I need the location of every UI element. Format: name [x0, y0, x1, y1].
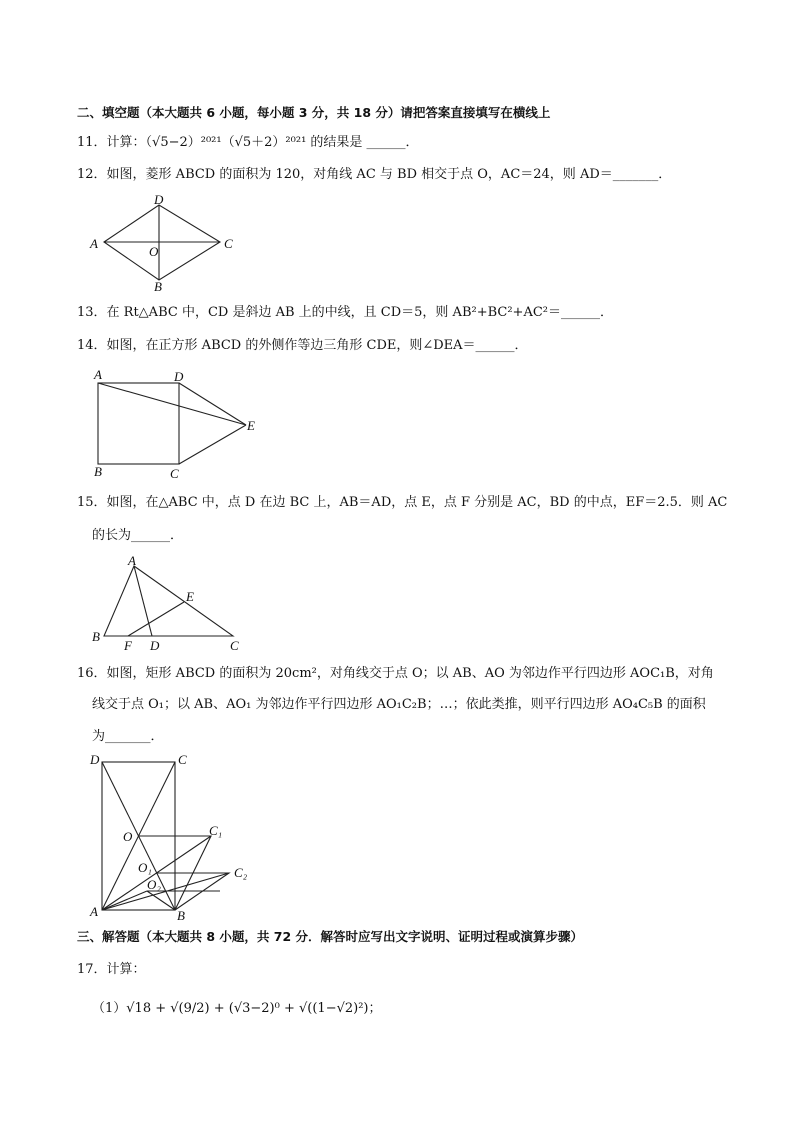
figure-triangle-abc [88, 554, 253, 654]
label-C1: C₁ [209, 823, 223, 838]
label-D: D [154, 192, 164, 207]
question-12: 12．如图，菱形 ABCD 的面积为 120，对角线 AC 与 BD 相交于点 O，AC＝24，则 AD＝_______． [77, 167, 672, 182]
figure-rhombus [88, 192, 248, 294]
question-14: 14．如图，在正方形 ABCD 的外侧作等边三角形 CDE，则∠DEA＝______． [77, 338, 528, 353]
label-D: D [90, 752, 100, 767]
figure-rectangle-parallelograms [88, 752, 258, 924]
label-A: A [90, 904, 98, 919]
label-F: F [124, 638, 132, 653]
question-16-line-1: 16．如图，矩形 ABCD 的面积为 20cm²，对角线交于点 O；以 AB、AO 为邻边作平行四边形 AOC₁B，对角 [77, 666, 714, 681]
label-O1: O₁ [138, 860, 152, 875]
label-B: B [177, 908, 185, 923]
label-C2: C₂ [234, 865, 248, 880]
label-C: C [170, 466, 179, 481]
question-15-line-2: 的长为______． [92, 528, 184, 543]
label-D: D [174, 369, 184, 384]
question-17-title: 17．计算： [77, 962, 146, 977]
label-C: C [224, 236, 233, 251]
label-A: A [90, 236, 98, 251]
section-2-heading: 二、填空题（本大题共 6 小题，每小题 3 分，共 18 分）请把答案直接填写在横线上 [77, 105, 551, 120]
label-B: B [154, 279, 162, 294]
label-A: A [128, 553, 136, 568]
figure-square-triangle [88, 366, 278, 486]
label-B: B [94, 464, 102, 479]
label-O2: O₂ [147, 877, 161, 892]
label-O: O [149, 244, 159, 259]
question-16-line-2: 线交于点 O₁；以 AB、AO₁ 为邻边作平行四边形 AO₁C₂B；…；依此类推，则平行四边形 AO₄C₅B 的面积 [92, 697, 706, 712]
label-C: C [230, 638, 239, 653]
section-3-heading: 三、解答题（本大题共 8 小题，共 72 分．解答时应写出文字说明、证明过程或演算步骤） [77, 929, 584, 944]
label-A: A [94, 367, 102, 382]
label-E: E [186, 589, 194, 604]
label-D: D [150, 638, 160, 653]
label-O: O [123, 829, 133, 844]
question-13: 13．在 Rt△ABC 中，CD 是斜边 AB 上的中线，且 CD＝5，则 AB²+BC²+AC²＝______． [77, 305, 613, 320]
question-11: 11．计算：（√5−2）²⁰²¹（√5＋2）²⁰²¹ 的结果是 ______． [77, 135, 419, 150]
question-16-line-3: 为_______． [92, 729, 164, 744]
question-17-part-1: （1）√18 + √(9/2) + (√3−2)⁰ + √((1−√2)²)； [92, 1001, 382, 1016]
label-C: C [178, 752, 187, 767]
label-E: E [247, 418, 255, 433]
label-B: B [92, 629, 100, 644]
question-15-line-1: 15．如图，在△ABC 中，点 D 在边 BC 上，AB＝AD，点 E，点 F 分别是 AC，BD 的中点，EF＝2.5．则 AC [77, 495, 728, 510]
